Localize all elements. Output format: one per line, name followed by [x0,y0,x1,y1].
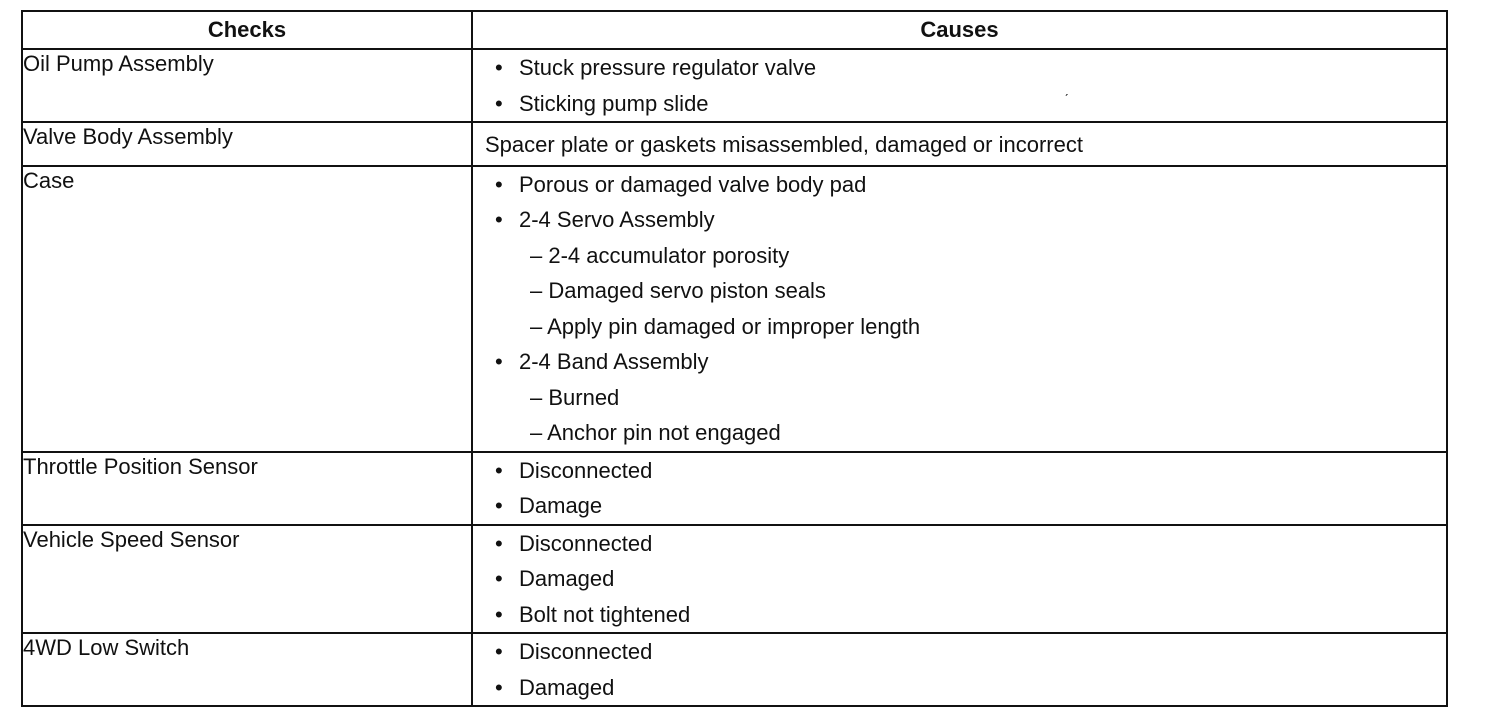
cause-subitem: – Apply pin damaged or improper length [530,313,921,339]
bullet-icon: • [495,493,503,518]
cause-item: • Damage [473,488,1446,524]
bullet-icon: • [495,639,503,664]
causes-cell [472,633,1447,706]
check-cell: Valve Body Assembly [22,122,472,166]
check-cell: Vehicle Speed Sensor [22,525,472,634]
table-row [22,122,1447,166]
table-row [22,166,1447,452]
cause-item: • Sticking pump slide [473,86,1446,122]
cause-subitem: – 2-4 accumulator porosity [530,242,790,268]
table-row [22,452,1447,525]
bullet-icon: • [495,601,503,627]
check-cell: Case [22,166,472,452]
bullet-icon: • [495,566,503,591]
bullet-icon: • [495,171,503,197]
causes-cell [472,166,1447,452]
bullet-icon: • [495,90,503,116]
cause-item: • Disconnected [473,634,1446,670]
header-row [22,11,1447,49]
cause-subitem: – Burned [530,384,620,410]
check-cell: Oil Pump Assembly [22,49,472,122]
causes-cell [472,122,1447,166]
check-cell: 4WD Low Switch [22,633,472,706]
bullet-icon: • [495,55,503,80]
causes-cell [472,452,1447,525]
table-row [22,49,1447,122]
cause-subitem: – Damaged servo piston seals [530,278,826,303]
cause-item: • Disconnected [473,453,1446,489]
cause-item: • Damaged [473,670,1446,706]
bullet-icon: • [495,530,503,556]
cause-item: Spacer plate or gaskets misassembled, damaged or incorrect [485,132,1083,157]
checks-causes-table [21,10,1448,707]
check-cell: Throttle Position Sensor [22,452,472,525]
header-checks: Checks [22,11,472,49]
cause-item: • Disconnected [473,526,1446,562]
table-row [22,525,1447,634]
bullet-icon: • [495,674,503,700]
cause-item: • 2-4 Servo Assembly [473,202,1446,238]
cause-item: • Bolt not tightened [473,597,1446,633]
cause-item: • Porous or damaged valve body pad [473,167,1446,203]
stray-mark: ˏ [1064,80,1069,96]
cause-item: • 2-4 Band Assembly [473,344,1446,380]
cause-item: • Damaged [473,561,1446,597]
causes-cell [472,49,1447,122]
table-row [22,633,1447,706]
header-causes: Causes [472,11,1447,49]
bullet-icon: • [495,207,503,232]
bullet-icon: • [495,457,503,483]
cause-subitem: – Anchor pin not engaged [530,420,781,445]
cause-item: • Stuck pressure regulator valve [473,50,1446,86]
bullet-icon: • [495,349,503,374]
causes-cell [472,525,1447,634]
